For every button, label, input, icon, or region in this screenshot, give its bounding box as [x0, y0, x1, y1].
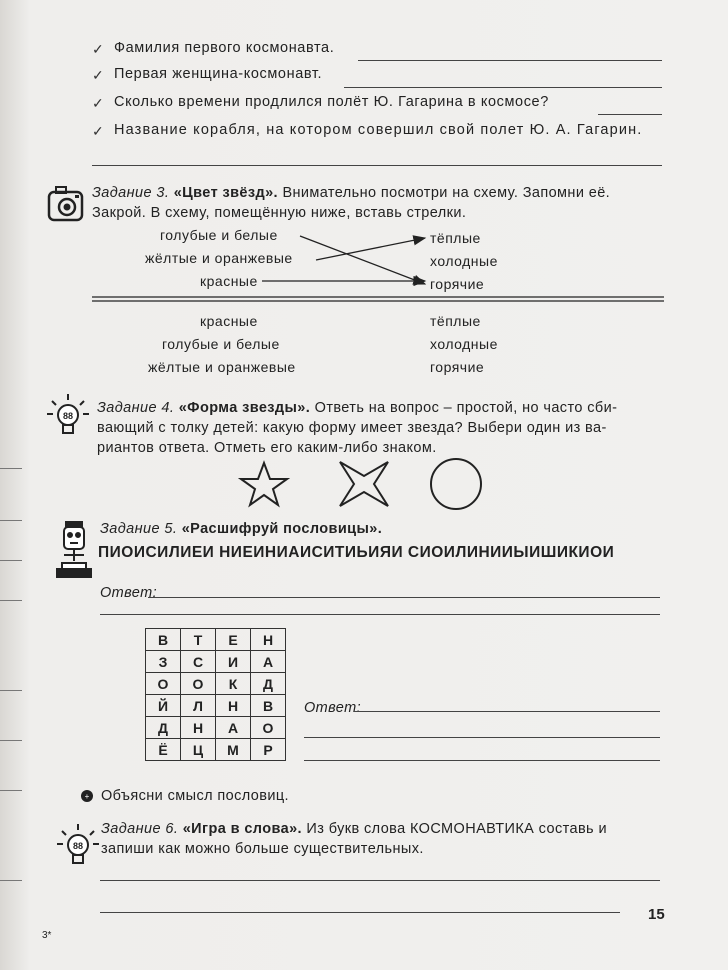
- lightbulb-icon: [56, 822, 100, 868]
- answer-line[interactable]: [100, 880, 660, 881]
- grid-cell: Ц: [181, 739, 216, 761]
- letter-grid: [145, 628, 286, 761]
- scheme-left-3: красные: [200, 273, 258, 289]
- check-icon: ✓: [92, 67, 104, 83]
- scheme-right-1: тёплые: [430, 230, 481, 246]
- answer-line[interactable]: [354, 711, 660, 712]
- grid-cell: Д: [251, 673, 286, 695]
- grid-cell: О: [146, 673, 181, 695]
- grid-row: [146, 651, 286, 673]
- task5-title: «Расшифруй пословицы».: [181, 521, 383, 537]
- task4-instruction-2: вающий с толку детей: какую форму имеет звезда? Выбери один из ва-: [97, 420, 607, 436]
- answer-line[interactable]: [598, 114, 662, 115]
- cipher-text: ПИОИСИЛИЕИ НИЕИНИАИСИТИЬИЯИ СИОИЛИНИИЫИШИКИОИ: [98, 544, 615, 561]
- blank-left-1: красные: [200, 313, 258, 329]
- question-3: Сколько времени продлился полёт Ю. Гагарина в космосе?: [114, 94, 549, 110]
- grid-cell: О: [251, 717, 286, 739]
- footer-mark: 3*: [42, 930, 52, 941]
- answer-line[interactable]: [304, 760, 660, 761]
- grid-cell: Ё: [146, 739, 181, 761]
- task3-label: Задание 3.: [92, 185, 170, 201]
- task6-label: Задание 6.: [101, 821, 179, 837]
- answer-line[interactable]: [358, 60, 662, 61]
- grid-answer-label-text: Ответ:: [304, 700, 362, 716]
- margin-line: [0, 880, 22, 881]
- grid-cell: А: [251, 651, 286, 673]
- scheme-right-2: холодные: [430, 253, 498, 269]
- grid-cell: И: [216, 651, 251, 673]
- grid-cell: К: [216, 673, 251, 695]
- grid-cell: Л: [181, 695, 216, 717]
- check-icon: ✓: [92, 123, 104, 139]
- svg-text:88: 88: [62, 411, 74, 421]
- scheme-right-3: горячие: [430, 276, 485, 292]
- grid-cell: Н: [181, 717, 216, 739]
- grid-row: [146, 673, 286, 695]
- task4-title: «Форма звезды».: [178, 400, 311, 416]
- four-point-star-option[interactable]: [336, 458, 392, 510]
- answer-label: [100, 583, 157, 604]
- svg-text:88: 88: [72, 841, 84, 851]
- page-number: 15: [648, 906, 665, 923]
- task6-instruction-1: Из букв слова КОСМОНАВТИКА составь и: [306, 821, 607, 837]
- five-point-star-option[interactable]: [238, 460, 290, 508]
- task3-instruction-2: Закрой. В схему, помещённую ниже, вставь стрелки.: [92, 205, 467, 221]
- grid-cell: Р: [251, 739, 286, 761]
- task4-instruction-3: риантов ответа. Отметь его каким-либо знаком.: [97, 440, 437, 456]
- scheme-left-2: жёлтые и оранжевые: [145, 250, 293, 266]
- task4-label: Задание 4.: [97, 400, 175, 416]
- answer-line[interactable]: [92, 165, 662, 166]
- question-1: Фамилия первого космонавта.: [114, 40, 335, 56]
- lightbulb-icon: [46, 392, 90, 438]
- grid-cell: Т: [181, 629, 216, 651]
- grid-cell: Е: [216, 629, 251, 651]
- explain-text: Объясни смысл пословиц.: [101, 788, 289, 804]
- answer-line[interactable]: [100, 912, 620, 913]
- blank-left-3: жёлтые и оранжевые: [148, 359, 296, 375]
- blank-right-3: горячие: [430, 359, 485, 375]
- margin-line: [0, 560, 22, 561]
- question-4: Название корабля, на котором совершил свой полет Ю. А. Гагарин.: [114, 122, 643, 138]
- answer-line[interactable]: [148, 597, 660, 598]
- grid-row: [146, 695, 286, 717]
- margin-line: [0, 690, 22, 691]
- grid-row: [146, 717, 286, 739]
- thinking-figure-icon: [56, 519, 92, 579]
- arrow: [316, 238, 425, 260]
- blank-left-2: голубые и белые: [162, 336, 280, 352]
- grid-cell: С: [181, 651, 216, 673]
- answer-line[interactable]: [304, 737, 660, 738]
- task6-instruction-2: запиши как можно больше существительных.: [101, 841, 424, 857]
- scheme-left-1: голубые и белые: [160, 227, 278, 243]
- task3-instruction-1: Внимательно посмотри на схему. Запомни её.: [282, 185, 611, 201]
- grid-cell: Д: [146, 717, 181, 739]
- task3-text: [92, 183, 610, 204]
- task4-text: [97, 398, 617, 419]
- grid-cell: О: [181, 673, 216, 695]
- answer-line[interactable]: [100, 614, 660, 615]
- grid-cell: М: [216, 739, 251, 761]
- grid-row: [146, 739, 286, 761]
- grid-answer-label: [304, 698, 361, 719]
- task5-label: Задание 5.: [100, 521, 178, 537]
- arrow: [300, 236, 425, 284]
- grid-cell: Й: [146, 695, 181, 717]
- task4-instruction-1: Ответь на вопрос – простой, но часто сби-: [314, 400, 618, 416]
- check-icon: ✓: [92, 95, 104, 111]
- margin-line: [0, 790, 22, 791]
- blank-right-2: холодные: [430, 336, 498, 352]
- margin-line: [0, 520, 22, 521]
- answer-line[interactable]: [344, 87, 662, 88]
- grid-cell: В: [146, 629, 181, 651]
- task6-text: [101, 819, 607, 840]
- task5-text: [100, 519, 382, 540]
- grid-cell: Н: [251, 629, 286, 651]
- question-2: Первая женщина-космонавт.: [114, 66, 323, 82]
- margin-line: [0, 468, 22, 469]
- answer-label-text: Ответ:: [100, 585, 158, 601]
- task6-title: «Игра в слова».: [182, 821, 302, 837]
- grid-cell: А: [216, 717, 251, 739]
- bullet-icon: [80, 789, 94, 803]
- task3-title: «Цвет звёзд».: [173, 185, 278, 201]
- margin-line: [0, 600, 22, 601]
- grid-row: [146, 629, 286, 651]
- grid-cell: З: [146, 651, 181, 673]
- grid-cell: Н: [216, 695, 251, 717]
- circle-option[interactable]: [428, 456, 484, 512]
- grid-cell: В: [251, 695, 286, 717]
- svg-text:+: +: [84, 792, 90, 801]
- camera-icon: [46, 182, 86, 226]
- blank-right-1: тёплые: [430, 313, 481, 329]
- margin-line: [0, 740, 22, 741]
- check-icon: ✓: [92, 41, 104, 57]
